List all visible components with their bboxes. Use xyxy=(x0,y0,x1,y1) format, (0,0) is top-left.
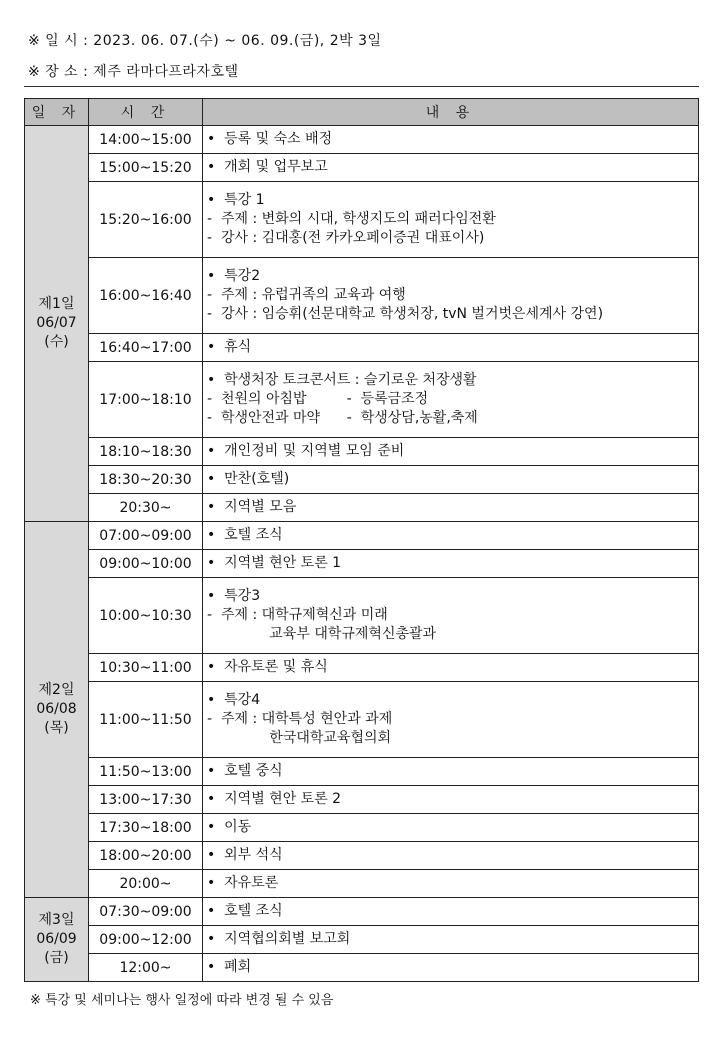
time-cell: 16:40~17:00 xyxy=(89,334,203,362)
schedule-row xyxy=(25,334,699,362)
content-line: - 주제 : 대학규제혁신과 미래 xyxy=(207,607,388,623)
content-line: - 천원의 아침밥 - 등록금조정 xyxy=(207,391,429,407)
content-line: • 자유토론 xyxy=(207,875,279,891)
content-cell xyxy=(203,870,699,898)
content-cell xyxy=(203,898,699,926)
schedule-row xyxy=(25,362,699,438)
content-line: - 강사 : 김대홍(전 카카오페이증권 대표이사) xyxy=(207,230,485,246)
content-cell xyxy=(203,654,699,682)
time-cell: 11:00~11:50 xyxy=(89,682,203,758)
content-cell xyxy=(203,682,699,758)
schedule-row xyxy=(25,182,699,258)
content-cell xyxy=(203,362,699,438)
content-line: • 학생처장 토크콘서트 : 슬기로운 처장생활 xyxy=(207,372,477,388)
content-line: • 특강2 xyxy=(207,268,261,284)
schedule-row xyxy=(25,522,699,550)
day-label xyxy=(25,126,89,522)
schedule-body xyxy=(25,126,699,982)
time-cell: 16:00~16:40 xyxy=(89,258,203,334)
content-cell xyxy=(203,438,699,466)
day-label-line: 06/07 xyxy=(36,315,77,331)
day-label-line: 06/09 xyxy=(36,931,77,947)
content-line: • 개회 및 업무보고 xyxy=(207,159,328,175)
content-line: • 이동 xyxy=(207,819,252,835)
content-cell xyxy=(203,466,699,494)
day-label-line: (수) xyxy=(44,334,69,350)
content-line: • 지역별 모음 xyxy=(207,499,297,515)
time-cell: 17:00~18:10 xyxy=(89,362,203,438)
schedule-table xyxy=(24,98,699,982)
time-cell: 15:20~16:00 xyxy=(89,182,203,258)
time-cell: 17:30~18:00 xyxy=(89,814,203,842)
schedule-row xyxy=(25,682,699,758)
content-line: • 만찬(호텔) xyxy=(207,471,290,487)
content-cell xyxy=(203,550,699,578)
event-date-line: ※ 일 시 : 2023. 06. 07.(수) ~ 06. 09.(금), 2박 3일 xyxy=(28,33,382,49)
day-label-line: 제3일 xyxy=(38,912,75,928)
content-line: • 특강3 xyxy=(207,588,261,604)
content-cell xyxy=(203,258,699,334)
content-line: 한국대학교육협의회 xyxy=(207,730,392,746)
schedule-row xyxy=(25,126,699,154)
content-line: • 특강4 xyxy=(207,692,261,708)
content-line: 교육부 대학규제혁신총괄과 xyxy=(207,626,437,642)
time-cell: 07:00~09:00 xyxy=(89,522,203,550)
content-cell xyxy=(203,522,699,550)
day-label-line: 06/08 xyxy=(36,701,77,717)
time-cell: 18:00~20:00 xyxy=(89,842,203,870)
content-line: • 휴식 xyxy=(207,339,252,355)
time-cell: 18:30~20:30 xyxy=(89,466,203,494)
schedule-row xyxy=(25,438,699,466)
schedule-row xyxy=(25,154,699,182)
time-cell: 18:10~18:30 xyxy=(89,438,203,466)
content-line: • 호텔 조식 xyxy=(207,903,283,919)
content-line: • 지역별 현안 토론 2 xyxy=(207,791,342,807)
schedule-row xyxy=(25,898,699,926)
schedule-row xyxy=(25,494,699,522)
column-header-time: 시 간 xyxy=(89,99,203,126)
content-line: • 등록 및 숙소 배정 xyxy=(207,131,333,147)
schedule-row xyxy=(25,466,699,494)
content-line: • 지역협의회별 보고회 xyxy=(207,931,351,947)
content-cell xyxy=(203,334,699,362)
content-line: • 지역별 현안 토론 1 xyxy=(207,555,342,571)
time-cell: 20:00~ xyxy=(89,870,203,898)
time-cell: 13:00~17:30 xyxy=(89,786,203,814)
schedule-row xyxy=(25,654,699,682)
schedule-row xyxy=(25,926,699,954)
content-cell xyxy=(203,154,699,182)
time-cell: 10:00~10:30 xyxy=(89,578,203,654)
schedule-row xyxy=(25,814,699,842)
schedule-row xyxy=(25,758,699,786)
day-label xyxy=(25,522,89,898)
time-cell: 20:30~ xyxy=(89,494,203,522)
content-line: • 호텔 중식 xyxy=(207,763,283,779)
time-cell: 10:30~11:00 xyxy=(89,654,203,682)
footnote: ※ 특강 및 세미나는 행사 일정에 따라 변경 될 수 있음 xyxy=(30,993,334,1008)
content-line: • 외부 석식 xyxy=(207,847,283,863)
schedule-row xyxy=(25,870,699,898)
content-line: • 자유토론 및 휴식 xyxy=(207,659,328,675)
schedule-row xyxy=(25,954,699,982)
content-cell xyxy=(203,814,699,842)
schedule-row xyxy=(25,550,699,578)
event-venue-line: ※ 장 소 : 제주 라마다프라자호텔 xyxy=(28,64,239,80)
column-header-content: 내 용 xyxy=(203,99,699,126)
content-line: - 주제 : 유럽귀족의 교육과 여행 xyxy=(207,287,406,303)
time-cell: 07:30~09:00 xyxy=(89,898,203,926)
header-divider xyxy=(24,86,699,87)
content-line: - 주제 : 대학특성 현안과 과제 xyxy=(207,711,393,727)
day-label-line: 제1일 xyxy=(38,296,75,312)
content-line: • 특강 1 xyxy=(207,192,265,208)
time-cell: 09:00~12:00 xyxy=(89,926,203,954)
content-cell xyxy=(203,926,699,954)
content-cell xyxy=(203,842,699,870)
time-cell: 09:00~10:00 xyxy=(89,550,203,578)
time-cell: 14:00~15:00 xyxy=(89,126,203,154)
column-header-date: 일 자 xyxy=(25,99,89,126)
content-line: • 개인정비 및 지역별 모임 준비 xyxy=(207,443,405,459)
time-cell: 15:00~15:20 xyxy=(89,154,203,182)
content-cell xyxy=(203,126,699,154)
content-line: - 학생안전과 마약 - 학생상담,농활,축제 xyxy=(207,410,478,426)
day-label-line: (목) xyxy=(44,720,69,736)
content-cell xyxy=(203,954,699,982)
content-line: - 강사 : 임승휘(선문대학교 학생처장, tvN 벌거벗은세계사 강연) xyxy=(207,306,604,322)
schedule-row xyxy=(25,578,699,654)
table-header-row xyxy=(25,99,699,126)
content-line: • 폐회 xyxy=(207,959,252,975)
day-label xyxy=(25,898,89,982)
schedule-row xyxy=(25,258,699,334)
content-line: - 주제 : 변화의 시대, 학생지도의 패러다임전환 xyxy=(207,211,496,227)
day-label-line: (금) xyxy=(44,950,69,966)
schedule-row xyxy=(25,842,699,870)
content-cell xyxy=(203,786,699,814)
day-label-line: 제2일 xyxy=(38,682,75,698)
content-cell xyxy=(203,578,699,654)
schedule-row xyxy=(25,786,699,814)
time-cell: 11:50~13:00 xyxy=(89,758,203,786)
content-cell xyxy=(203,494,699,522)
content-cell xyxy=(203,182,699,258)
time-cell: 12:00~ xyxy=(89,954,203,982)
content-cell xyxy=(203,758,699,786)
content-line: • 호텔 조식 xyxy=(207,527,283,543)
